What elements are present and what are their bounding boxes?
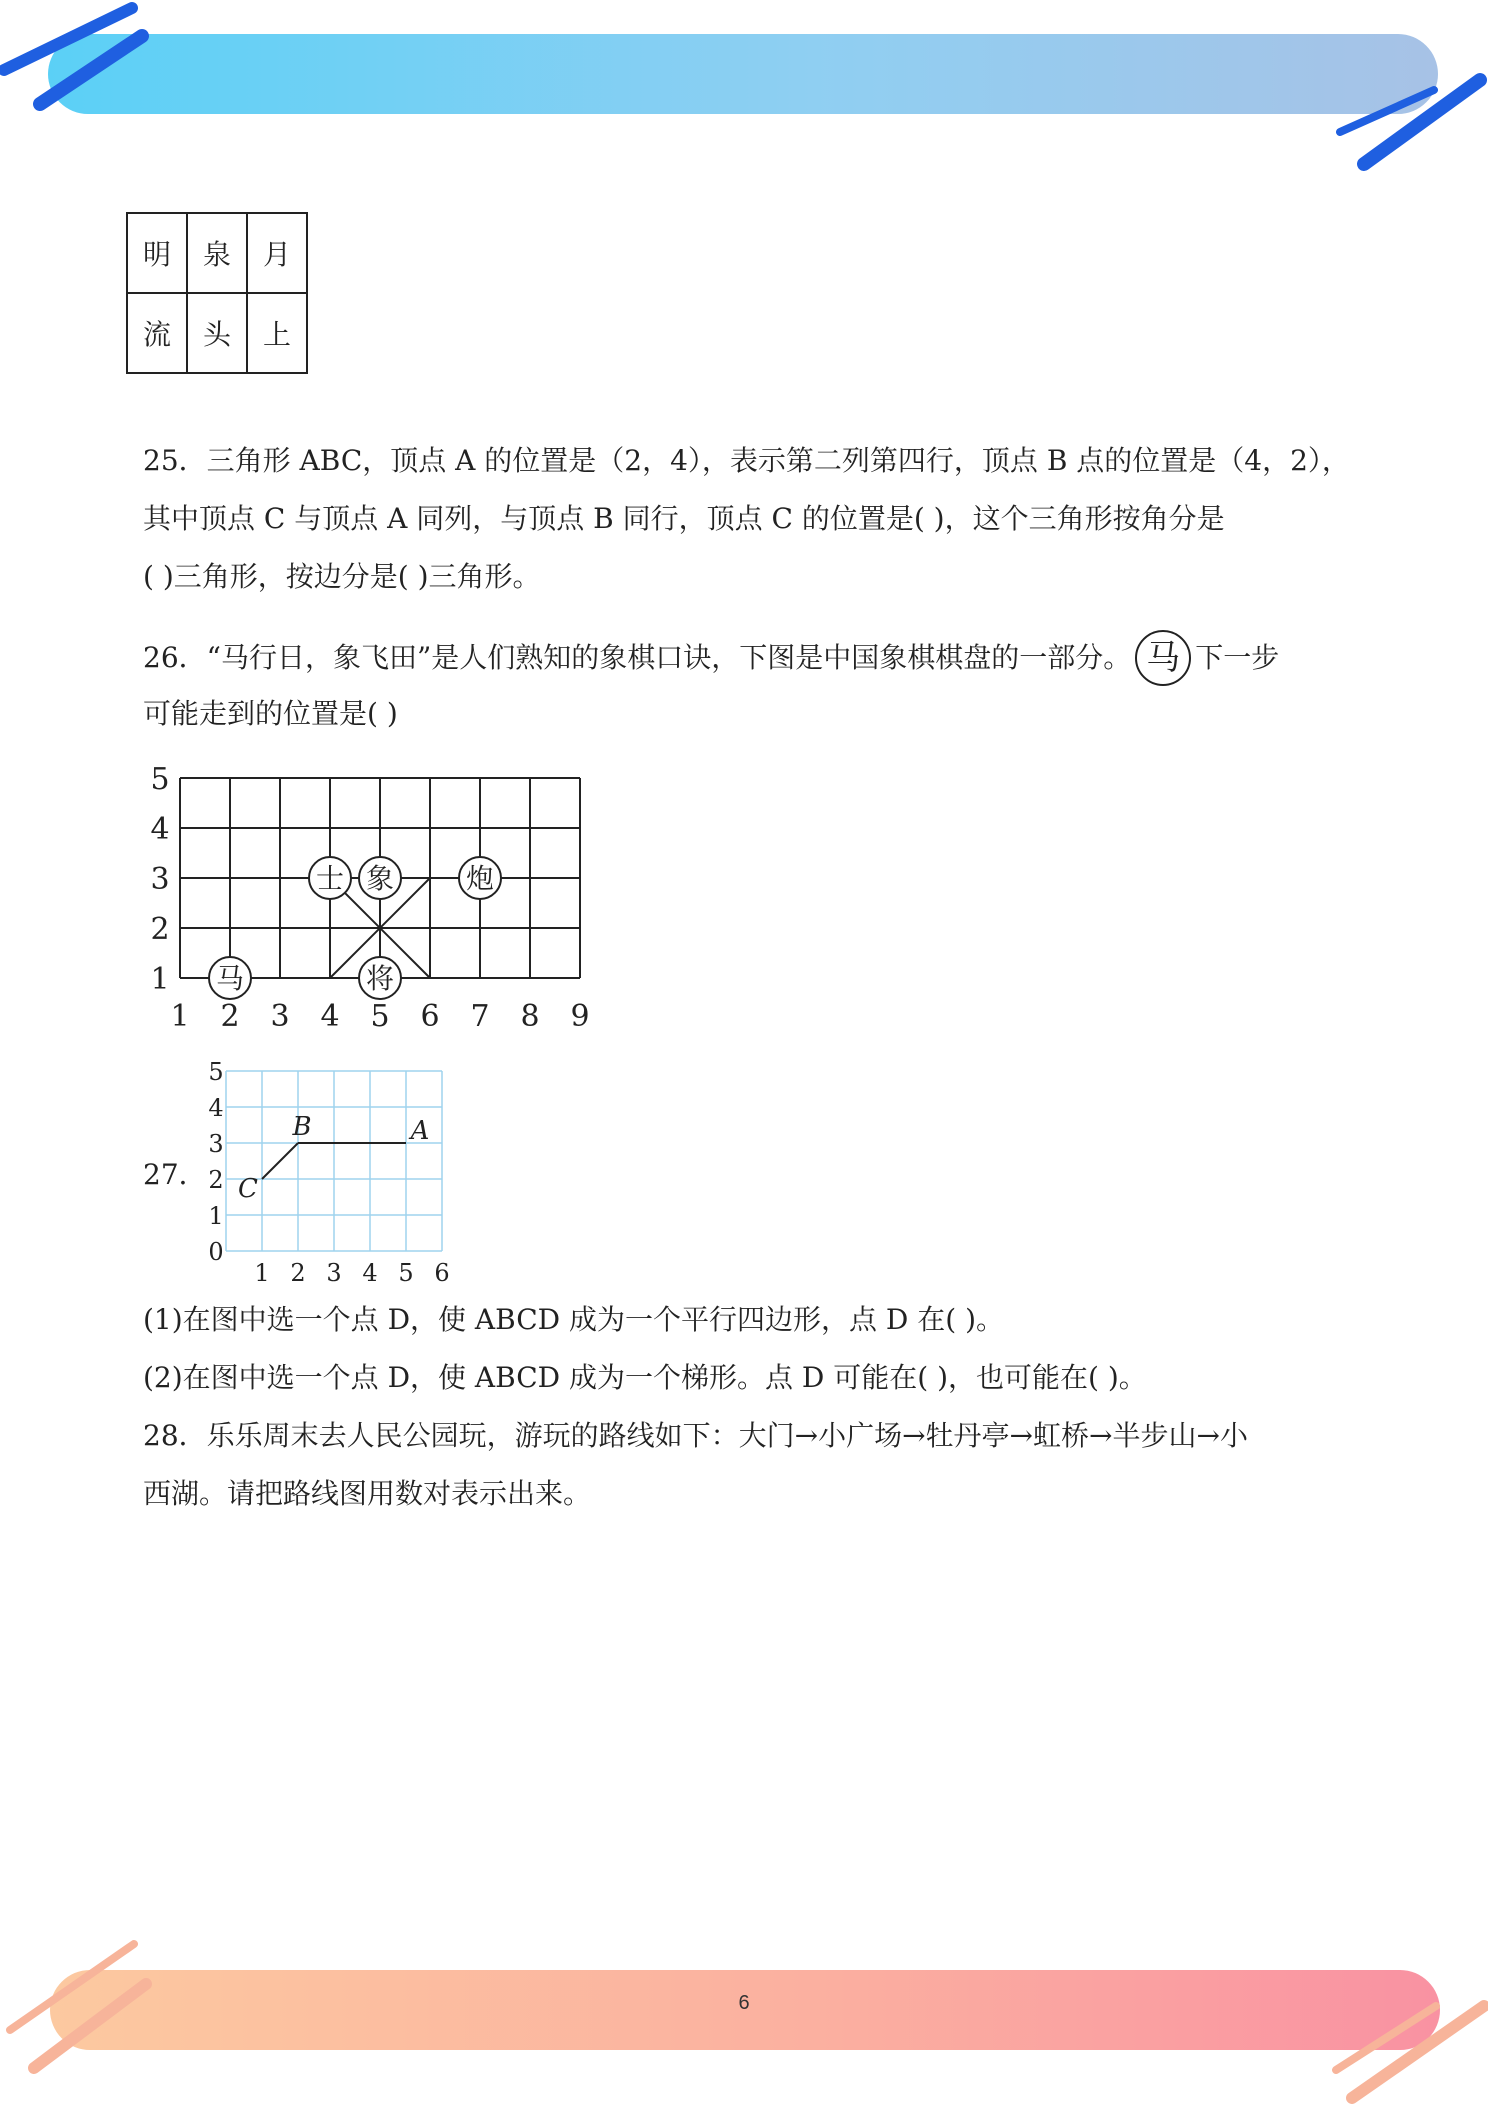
y-tick-label: 2 (208, 1166, 224, 1194)
x-tick-label: 2 (290, 1259, 306, 1287)
y-tick-label: 4 (208, 1094, 224, 1122)
point-label: C (238, 1174, 258, 1204)
y-tick-label: 1 (150, 962, 170, 997)
poem-cell: 明 (127, 213, 187, 293)
x-tick-label: 6 (434, 1259, 450, 1287)
x-tick-label: 2 (220, 999, 240, 1034)
y-tick-label: 1 (208, 1202, 224, 1230)
x-tick-label: 9 (570, 999, 590, 1034)
y-tick-label: 5 (208, 1058, 224, 1086)
q28-line1: 28．乐乐周末去人民公园玩，游玩的路线如下：大门→小广场→牡丹亭→虹桥→半步山→小 (143, 1419, 1248, 1452)
q27-sub2: (2)在图中选一个点 D，使 ABCD 成为一个梯形。点 D 可能在( )，也可能在( )。 (143, 1361, 1147, 1394)
poem-cell: 流 (127, 293, 187, 373)
q26-text-b: 下一步 (1195, 641, 1280, 674)
q26-line2: 可能走到的位置是( ) (143, 697, 398, 730)
horse-piece-inline: 马 (1135, 630, 1191, 686)
chess-piece-label: 士 (315, 862, 345, 895)
poem-cell: 上 (247, 293, 307, 373)
x-tick-label: 5 (398, 1259, 414, 1287)
x-tick-label: 1 (254, 1259, 270, 1287)
poem-cell: 泉 (187, 213, 247, 293)
q25-line2: 其中顶点 C 与顶点 A 同列，与顶点 B 同行，顶点 C 的位置是( )，这个三角形按角分是 (143, 502, 1225, 535)
x-tick-label: 8 (520, 999, 540, 1034)
q26-text-a: 26．“马行日，象飞田”是人们熟知的象棋口诀，下图是中国象棋棋盘的一部分。 (143, 641, 1132, 674)
coordinate-grid (200, 1055, 470, 1295)
chess-piece-label: 将 (365, 962, 395, 995)
q27-number: 27． (143, 1158, 207, 1191)
poem-cell: 月 (247, 213, 307, 293)
y-tick-label: 5 (150, 762, 170, 797)
y-tick-label: 0 (208, 1238, 224, 1266)
chess-piece-label: 炮 (465, 862, 495, 895)
chess-board (140, 760, 600, 1040)
chess-piece-label: 马 (215, 962, 245, 995)
point-label: B (292, 1112, 312, 1142)
page-number: 6 (738, 1992, 750, 2014)
poem-cell: 头 (187, 293, 247, 373)
y-tick-label: 4 (150, 812, 170, 847)
q27-sub1: (1)在图中选一个点 D，使 ABCD 成为一个平行四边形，点 D 在( )。 (143, 1303, 1005, 1336)
q25-line1: 25．三角形 ABC，顶点 A 的位置是（2，4），表示第二列第四行，顶点 B 点的位置是（4，2）， (143, 444, 1350, 477)
poem-grid (126, 212, 308, 374)
header-stripes (0, 0, 1488, 180)
x-tick-label: 3 (326, 1259, 342, 1287)
stripe (10, 1944, 134, 2030)
x-tick-label: 5 (370, 999, 390, 1034)
chess-piece-label: 象 (365, 862, 395, 895)
x-tick-label: 7 (470, 999, 490, 1034)
x-tick-label: 1 (170, 999, 190, 1034)
q26-line1 (143, 630, 1279, 686)
stripe (1336, 2006, 1436, 2070)
x-tick-label: 4 (320, 999, 340, 1034)
x-tick-label: 4 (362, 1259, 378, 1287)
y-tick-label: 3 (208, 1130, 224, 1158)
point-label: A (410, 1116, 430, 1146)
x-tick-label: 6 (420, 999, 440, 1034)
segment-cb (262, 1143, 298, 1179)
y-tick-label: 2 (150, 912, 170, 947)
y-tick-label: 3 (150, 862, 170, 897)
q25-line3: ( )三角形，按边分是( )三角形。 (143, 560, 541, 593)
q28-line2: 西湖。请把路线图用数对表示出来。 (143, 1477, 592, 1510)
x-tick-label: 3 (270, 999, 290, 1034)
